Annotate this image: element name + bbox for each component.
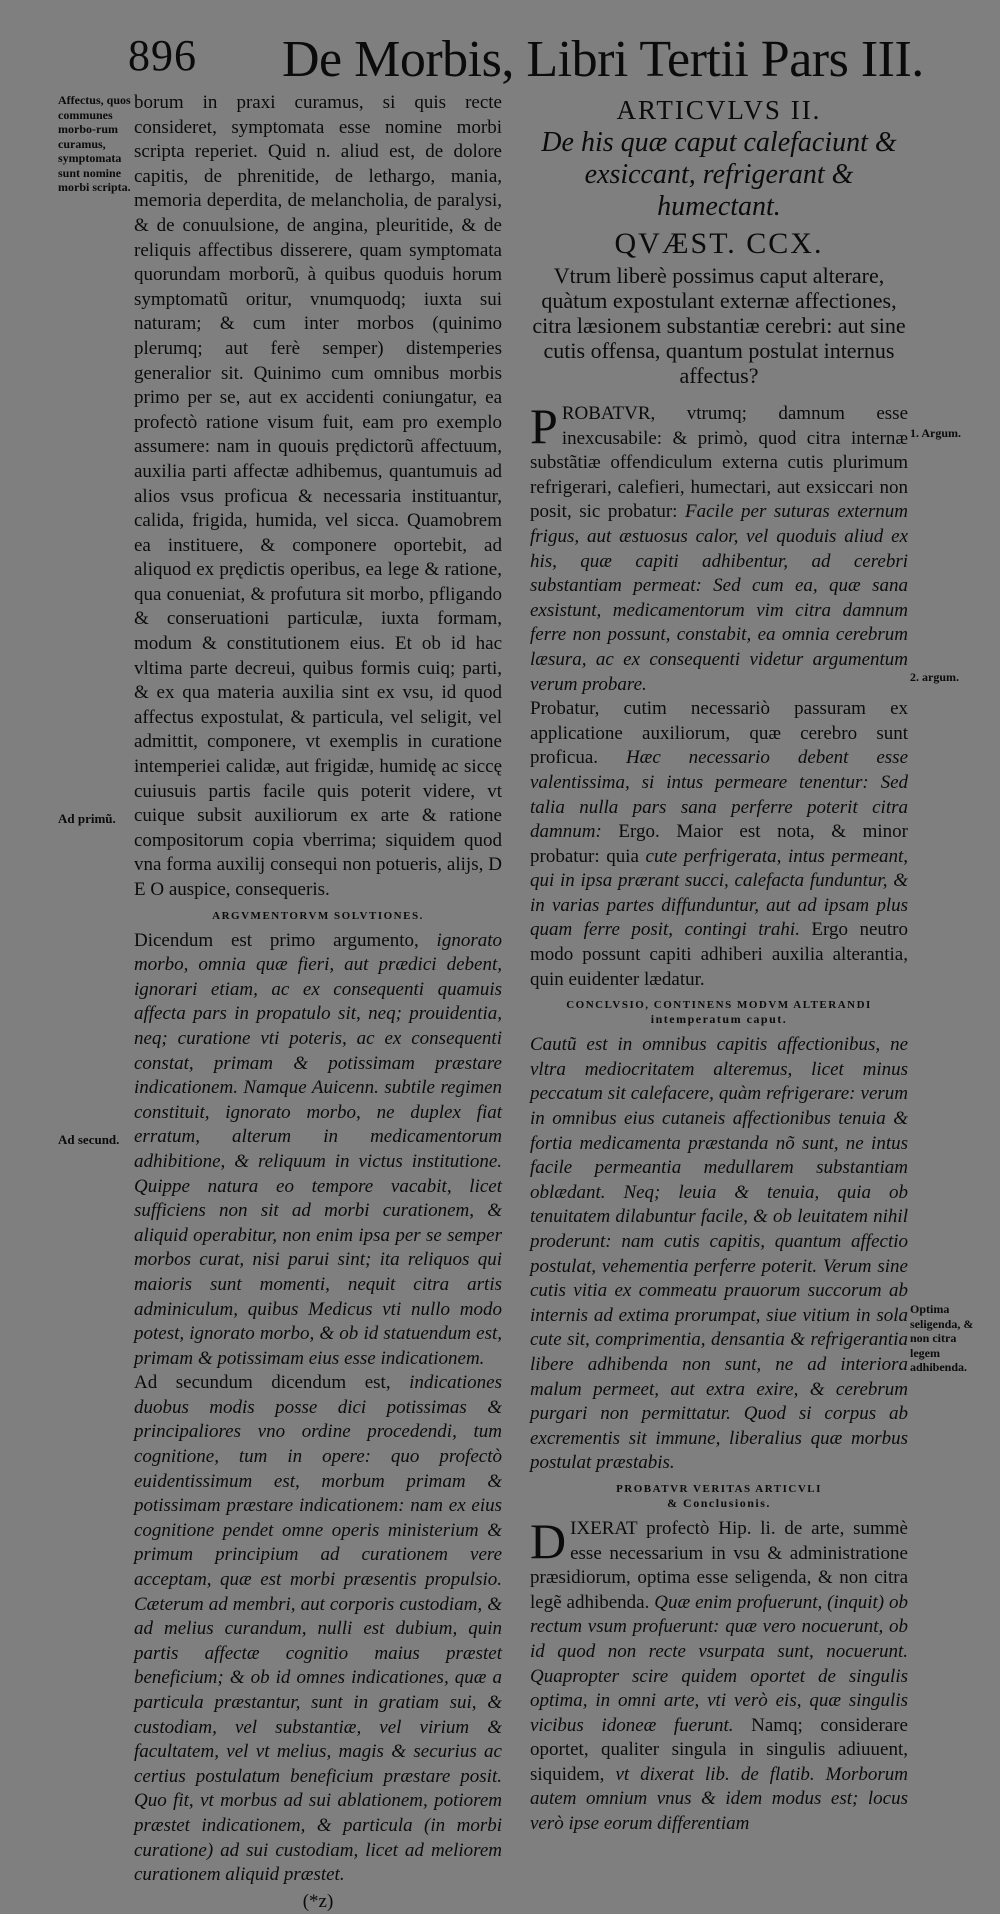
probatur-text: vtrumq; damnum esse inexcusabile: & primò, quod citra internæ substãtiæ offendiculum externa cutis plurimum refrigerari, calefieri, humectari, aut exsiccari non posit, sic probatur: xyxy=(530,403,909,523)
conclusio-text: Cautũ est in omnibus capitis affectionibus, ne vltra mediocritatem alteremus, licet minus peccatum sit calefacere, quàm refrigerare: verum in omnibus eius cutaneis affectionibus tenuia & fortia medicamenta præstanda nõ sunt, ne intus facile permeantia medullarem substantiam oblædant. Neq; leuia & tenuia, quia ob tenuitatem dilabuntur facile, & ob leuitatem nihil proderunt: nam cutis capitis, quantum affectio postulat, vehementia perferre poterit. Verum sine cutis vitia ex commeatu prauorum succorum ab internis ad extima prorumpat, siue vitium in sola cute sit, comprimentia, densantia & refrigerantia libere adhibenda non sunt, ne ad interiora malum permeet, aut extra exire, & cerebrum purgari non permittatur. Quod si corpus ab excrementis sit immune, liberalius quæ morbus postulat præstabis. xyxy=(530,1034,908,1474)
dixerat-end-italic: vt dixerat lib. de flatib. Morborum autem omnium vnus & idem modus est; locus verò ipse eorum differentiam xyxy=(530,1763,908,1835)
page-number: 896 xyxy=(128,31,197,80)
probatur-2-d: cute perfrigerata, intus permeant, qui in ipsa prærant succi, calefacta funduntur, & in varias partes diffunduntur, aut ad ipsam plus quam ferre posit, contingi trahi. xyxy=(530,845,908,941)
margin-note-ad-primum: Ad primũ. xyxy=(58,811,116,826)
solution-2-text: indicationes duobus modis posse dici potissimas & principaliores vno ordine procedendi, tum cognitione, tum in opere: quo profectò euidentissimum est, morbum primam & potissimam præstare indicationem: nam ex eius cognitione pendet omne operis ministerium & primum principium ad curationem vere acceptam, quæ est morbi præsentis propulsio. Cæterum ad membri, aut corporis custodiam, & ad melius curandum, nulli est dubium, quin partis affectæ cognitio maius præstet beneficium; & ob id omnes indicationes, quæ a particula præstantur, sunt in gratiam sui, & custodiam, vel substantiæ, vel virium & facultatem, vel vt melius, magis & securius ac certius postulatum beneficium præstare posit. Quo fit, vt morbus ad sui ablationem, potiorem præstet indicationem, & particula (in morbi curatione) ad sui custodiam, licet ad meliorem curationem aliquid præstet. xyxy=(134,1372,502,1886)
dixerat-lead: IXERAT xyxy=(570,1517,638,1539)
probatur-italic: Facile per suturas externum frigus, aut æstuosus calor, vel quoduis aliud ex his, quæ capiti adhibentur, ad cerebri substantiam permeat: Sed cum ea, quæ sana exsistunt, medicamentorum vim citra damnum ferre non possunt, constabit, ea omnia cerebrum læsura, ac ex consequenti videtur argumentum verum probare. xyxy=(530,501,909,695)
question-text: Vtrum liberè possimus caput alterare, quàtum expostulant externæ affectiones, citra læsionem substantiæ cerebri: aut sine cutis offensa, quantum postulat internus affectus? xyxy=(532,263,906,388)
probatur-lead: ROBATVR, xyxy=(561,403,656,424)
margin-note-affectus: Affectus, quos communes morbo-rum curamus, symptomata sunt nomine morbi scripta. xyxy=(58,93,131,194)
probatur-2-paragraph xyxy=(530,697,908,992)
quaestio-heading: QVÆST. CCX. xyxy=(614,227,824,260)
margin-note-argum-1: 1. Argum. xyxy=(910,426,961,440)
running-title: De Morbis, Libri Tertii Pars III. xyxy=(282,31,924,88)
drop-cap-d: D xyxy=(530,1512,567,1569)
dixerat-paragraph xyxy=(530,1512,908,1837)
margin-note-ad-secundum: Ad secund. xyxy=(58,1132,120,1147)
dixerat-italic: Quæ enim profuerunt, (inquit) ob rectum vsum profuerunt: quæ vero nocuerunt, ob id quod non recte vsurpata sunt, nocuerunt. Quapropter scire quidem oportet de singulis optima, in omni arte, vti verò eis, quæ singulis vicibus idoneæ fuerunt. xyxy=(530,1591,908,1736)
dixerat-end: Namq; considerare oportet, qualiter singula in singulis adiuuent, siquidem, xyxy=(530,1714,908,1785)
left-column xyxy=(134,91,502,1914)
dixerat-text: profectò Hip. li. de arte, summè esse necessarium in vsu & administratione præsidiorum, optima esse seligenda, & non citra legẽ adhibenda. xyxy=(530,1517,908,1613)
article-title: ARTICVLVS II. xyxy=(616,95,822,125)
solution-1 xyxy=(134,929,502,1372)
solution-2 xyxy=(134,1371,502,1887)
article-subtitle: De his quæ caput calefaciunt & exsiccant, refrigerant & humectant. xyxy=(541,127,897,222)
veritas-heading xyxy=(530,1482,908,1511)
probatur-2-c: Ergo. Maior est nota, & minor probatur: quia xyxy=(530,821,908,867)
probatur-2-b: Hæc necessario debent esse valentissima, si intus permeare tenentur: Sed talia nulla pars sana perferre poterit citra damnum: xyxy=(530,747,908,843)
margin-note-optima: Optima seligenda, & non citra legem adhibenda. xyxy=(910,1302,974,1374)
conclusio-heading-2: intemperatum caput. xyxy=(650,1012,788,1027)
drop-cap-p: P xyxy=(530,398,558,454)
probatur-2-e: Ergo neutro modo possunt capiti adhiberi auxilia alterantia, quin euidenter lædatur. xyxy=(530,919,909,990)
solutions-heading: ARGVMENTORVM SOLVTIONES. xyxy=(212,909,424,922)
probatur-2-a: Probatur, cutim necessariò passuram ex applicatione auxiliorum, quæ cerebro sunt proficua. xyxy=(530,698,908,769)
left-paragraph-1: borum in praxi curamus, si quis recte consideret, symptomata esse nomine morbi scripta reperiet. Quid n. aliud est, de dolore capitis, de phrenitide, de lethargo, mania, memoria deperdita, de melancholia, de paralysi, & de conuulsione, de angina, pleuritide, & de reliquis affectibus disserere, quam symptomata quorundam morborũ, à quibus quoduis horum symptomatũ oritur, vnumquodq; iuxta sui naturam; & cum inter morbos (quinimo plerumq; aut ferè semper) distemperies generalior sit. Quinimo cum omnibus morbis primo per se, aut ex accidenti coniungatur, ea profectò ratione visum fuit, eam pro exemplo assumere: nam in quouis prędictorũ affectuum, auxilia parti affectæ adhibemus, quantumuis ad alios vsus proficua & necessaria instituantur, calida, frigida, humida, vel sicca. Quamobrem ea instituere, & componere oportebit, ad aliquod ex prędictis operibus, ea lege & ratione, qua conueniat, & profutura sit morbo, pfligando & conseruationi particulæ, iuxta formam, modum & constitutionem eius. Et ob id hac vltima parte decreui, quibus formis cuiq; parti, & ex qua materia auxilia sint ex vsu, id quod affectus expostulat, & particula, vel seligit, vel admittit, componere, vt exemplis in curatione intemperiei calidæ, aut frigidæ, humidę ac siccę cuiusuis partis facile quis poterit videre, vt cuique subsit auxiliorum ex arte & ratione compositorum copia vberrima; siquidem quod vna forma auxilij consequi non potueris, alijs, D E O auspice, consequeris. xyxy=(134,92,502,900)
probatur-paragraph xyxy=(530,398,909,697)
conclusio-heading xyxy=(530,998,908,1027)
right-column xyxy=(530,95,908,1837)
solution-1-text: ignorato morbo, omnia quæ fieri, aut prædici debent, ignorari etiam, ac ex consequenti quamuis affecta pars in propatulo sit, neq; prouidentia, neq; curatione vti poteris, ac ex consequenti constat, primam & potissimam præstare indicationem. Namque Auicenn. subtile regimen constituit, ignorato morbo, ne duplex fiat erratum, alterum in medicamentorum adhibitione, & reliquum in victus institutione. Quippe natura eo tempore vacabit, licet sufficiens non sit ad morbi curationem, & aliquid operabitur, non enim ipsa per se semper morbos curat, nisi parui sint; ita reliquos qui maioris sunt momenti, nequit citra artis adminiculum, quibus Medicus vti nullo modo potest, ignorato morbo, & ob id statuendum est, primam & potissimam eius esse indicationem. xyxy=(134,929,502,1369)
solution-1-lead: Dicendum est primo argumento, xyxy=(134,929,419,951)
veritas-heading-1: PROBATVR VERITAS ARTICVLI xyxy=(616,1482,822,1495)
veritas-heading-2: & Conclusionis. xyxy=(667,1495,771,1510)
solution-2-lead: Ad secundum dicendum est, xyxy=(134,1372,391,1394)
catchword: (*z) xyxy=(302,1890,334,1912)
margin-note-argum-2: 2. argum. xyxy=(910,670,959,684)
conclusio-heading-1: CONCLVSIO, CONTINENS MODVM ALTERANDI xyxy=(566,999,872,1012)
